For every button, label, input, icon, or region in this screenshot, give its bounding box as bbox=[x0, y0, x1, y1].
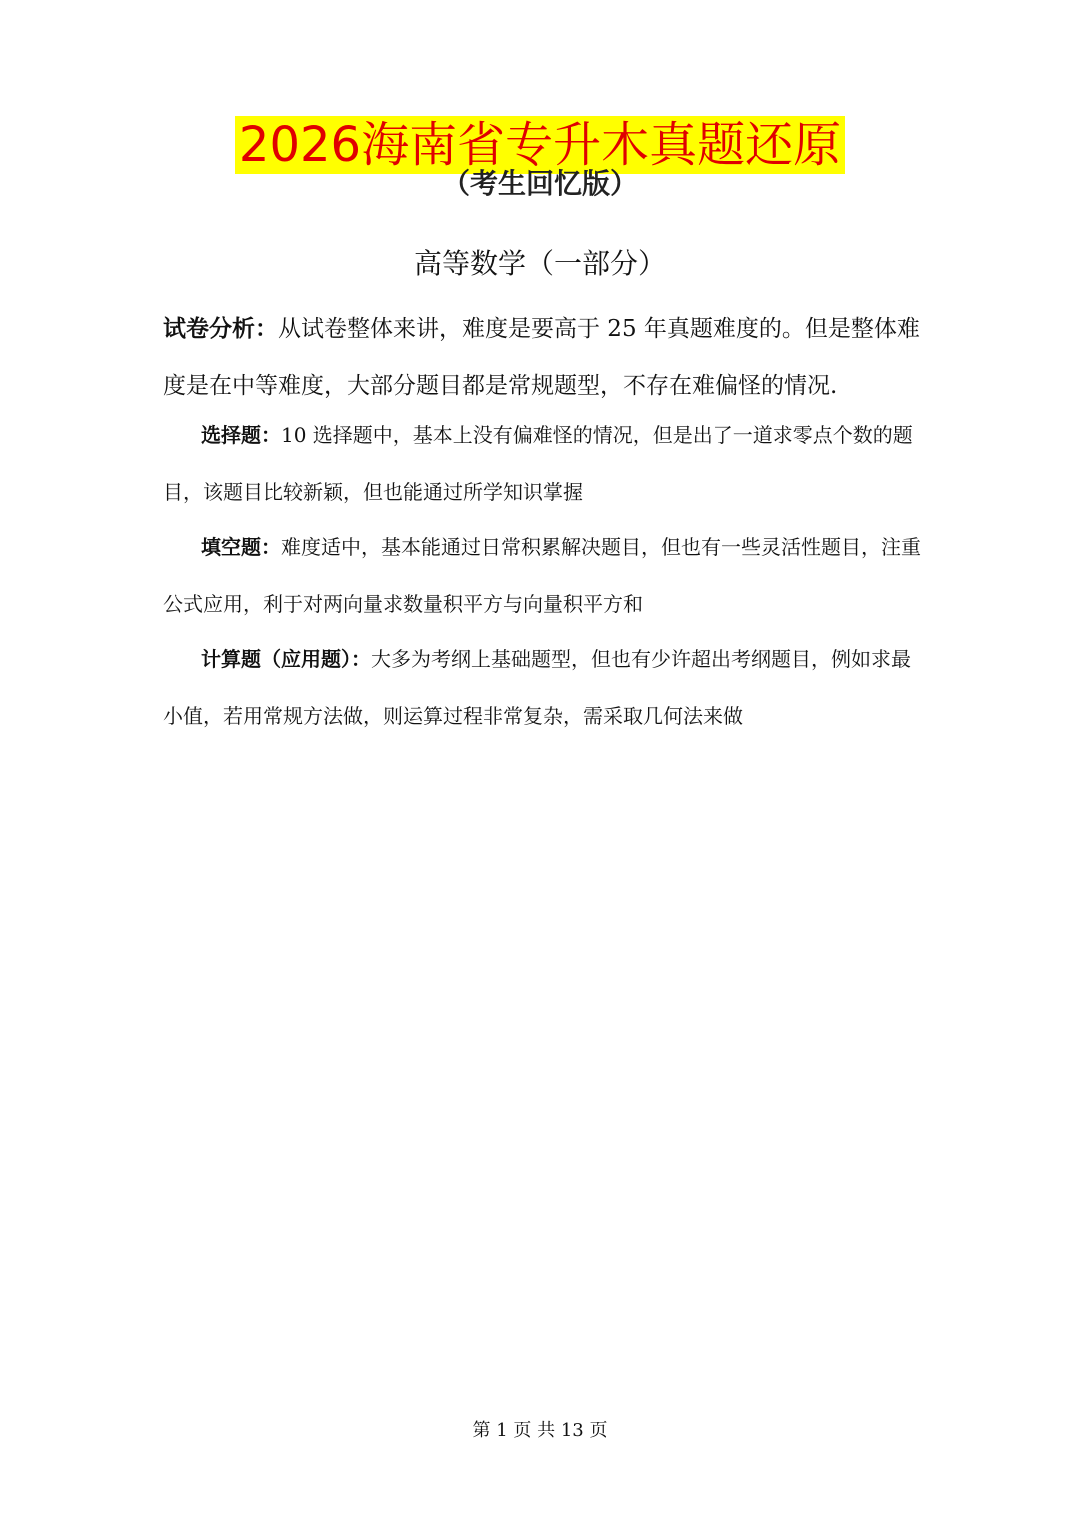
calculation-label: 计算题（应用题）： bbox=[201, 647, 371, 671]
section-title: 高等数学（一部分） bbox=[413, 247, 666, 280]
choice-text: 10 选择题中，基本上没有偏难怪的情况，但是出了一道求零点个数的题目，该题目比较新颖，但也能通过所学知识掌握 bbox=[163, 423, 913, 504]
choice-paragraph bbox=[163, 407, 923, 521]
calculation-paragraph bbox=[163, 631, 923, 745]
document-title: 2026海南省专升木真题还原 bbox=[235, 116, 845, 174]
analysis-text: 从试卷整体来讲，难度是要高于 25 年真题难度的。但是整体难度是在中等难度，大部分题目都是常规题型，不存在难偏怪的情况. bbox=[163, 316, 920, 399]
fill-blank-label: 填空题： bbox=[201, 535, 281, 559]
choice-label: 选择题： bbox=[201, 423, 281, 447]
analysis-label: 试卷分析： bbox=[163, 315, 278, 342]
page-footer: 第 1 页 共 13 页 bbox=[472, 1420, 608, 1441]
calculation-text: 大多为考纲上基础题型，但也有少许超出考纲题目，例如求最小值，若用常规方法做，则运算过程非常复杂，需采取几何法来做 bbox=[163, 647, 911, 728]
analysis-paragraph bbox=[163, 300, 923, 415]
fill-blank-text: 难度适中，基本能通过日常积累解决题目，但也有一些灵活性题目，注重公式应用，利于对两向量求数量积平方与向量积平方和 bbox=[163, 535, 921, 616]
fill-blank-paragraph bbox=[163, 519, 923, 633]
document-subtitle: （考生回忆版） bbox=[441, 167, 638, 200]
